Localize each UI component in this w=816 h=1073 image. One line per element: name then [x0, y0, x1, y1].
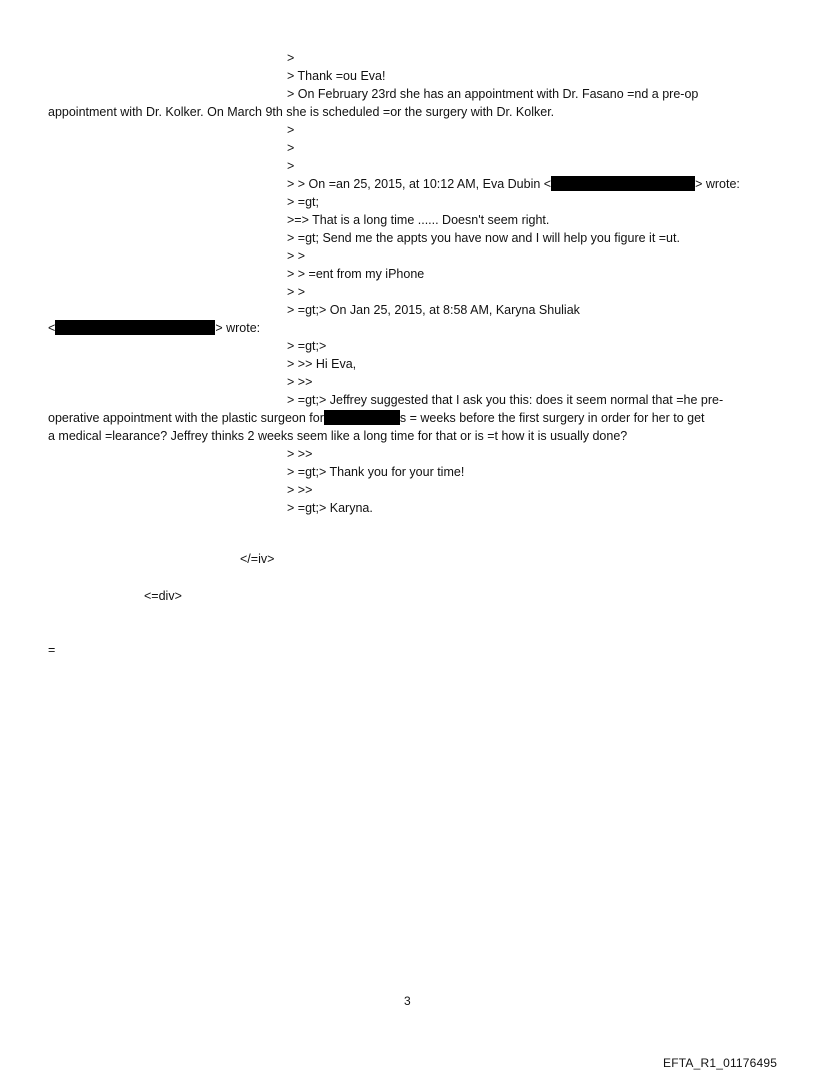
quote-line: > > =ent from my iPhone	[287, 267, 425, 281]
quote-line: a medical =learance? Jeffrey thinks 2 weeks seem like a long time for that or is =t how it is usually done?	[48, 429, 628, 443]
quote-line: > >>	[287, 483, 313, 497]
quote-line: >	[287, 159, 295, 173]
quote-line: > >>	[287, 447, 313, 461]
quote-text: operative appointment with the plastic surgeon for	[48, 411, 324, 425]
quote-line: > >>	[287, 375, 313, 389]
quote-line-with-redaction	[287, 175, 740, 193]
quote-text: <	[48, 321, 56, 335]
redaction-bar	[324, 410, 400, 425]
quote-line: >=> That is a long time ...... Doesn't seem right.	[287, 213, 550, 227]
quote-line: > =gt;> Thank you for your time!	[287, 465, 465, 479]
quote-line: > >> Hi Eva,	[287, 357, 357, 371]
html-fragment: =	[48, 643, 56, 657]
quote-line: appointment with Dr. Kolker. On March 9th she is scheduled =or the surgery with Dr. Kolker.	[48, 105, 555, 119]
html-fragment: <=div>	[144, 589, 182, 603]
quote-line: > =gt;	[287, 195, 319, 209]
quote-line: >	[287, 141, 295, 155]
quote-text: > wrote:	[695, 177, 740, 191]
quote-line: > =gt;> Karyna.	[287, 501, 373, 515]
html-fragment: </=iv>	[240, 552, 275, 566]
quote-line: > >	[287, 249, 306, 263]
quote-line: > =gt; Send me the appts you have now and I will help you figure it =ut.	[287, 231, 680, 245]
quote-line: > =gt;>	[287, 339, 327, 353]
quote-line: > =gt;> Jeffrey suggested that I ask you this: does it seem normal that =he pre-	[287, 393, 724, 407]
document-id: EFTA_R1_01176495	[663, 1056, 778, 1070]
quote-line-with-redaction	[48, 409, 705, 427]
quote-line-with-redaction	[48, 319, 260, 337]
quote-line: > =gt;> On Jan 25, 2015, at 8:58 AM, Karyna Shuliak	[287, 303, 580, 317]
quote-line: >	[287, 51, 295, 65]
quote-line: > On February 23rd she has an appointment with Dr. Fasano =nd a pre-op	[287, 87, 699, 101]
quote-line: >	[287, 123, 295, 137]
quote-text: s = weeks before the first surgery in order for her to get	[399, 411, 705, 425]
quote-line: > Thank =ou Eva!	[287, 69, 386, 83]
page-number: 3	[404, 994, 411, 1008]
quote-line: > >	[287, 285, 306, 299]
redaction-bar	[551, 176, 695, 191]
quote-text: > > On =an 25, 2015, at 10:12 AM, Eva Dubin <	[287, 177, 552, 191]
redaction-bar	[55, 320, 215, 335]
quote-text: > wrote:	[215, 321, 261, 335]
